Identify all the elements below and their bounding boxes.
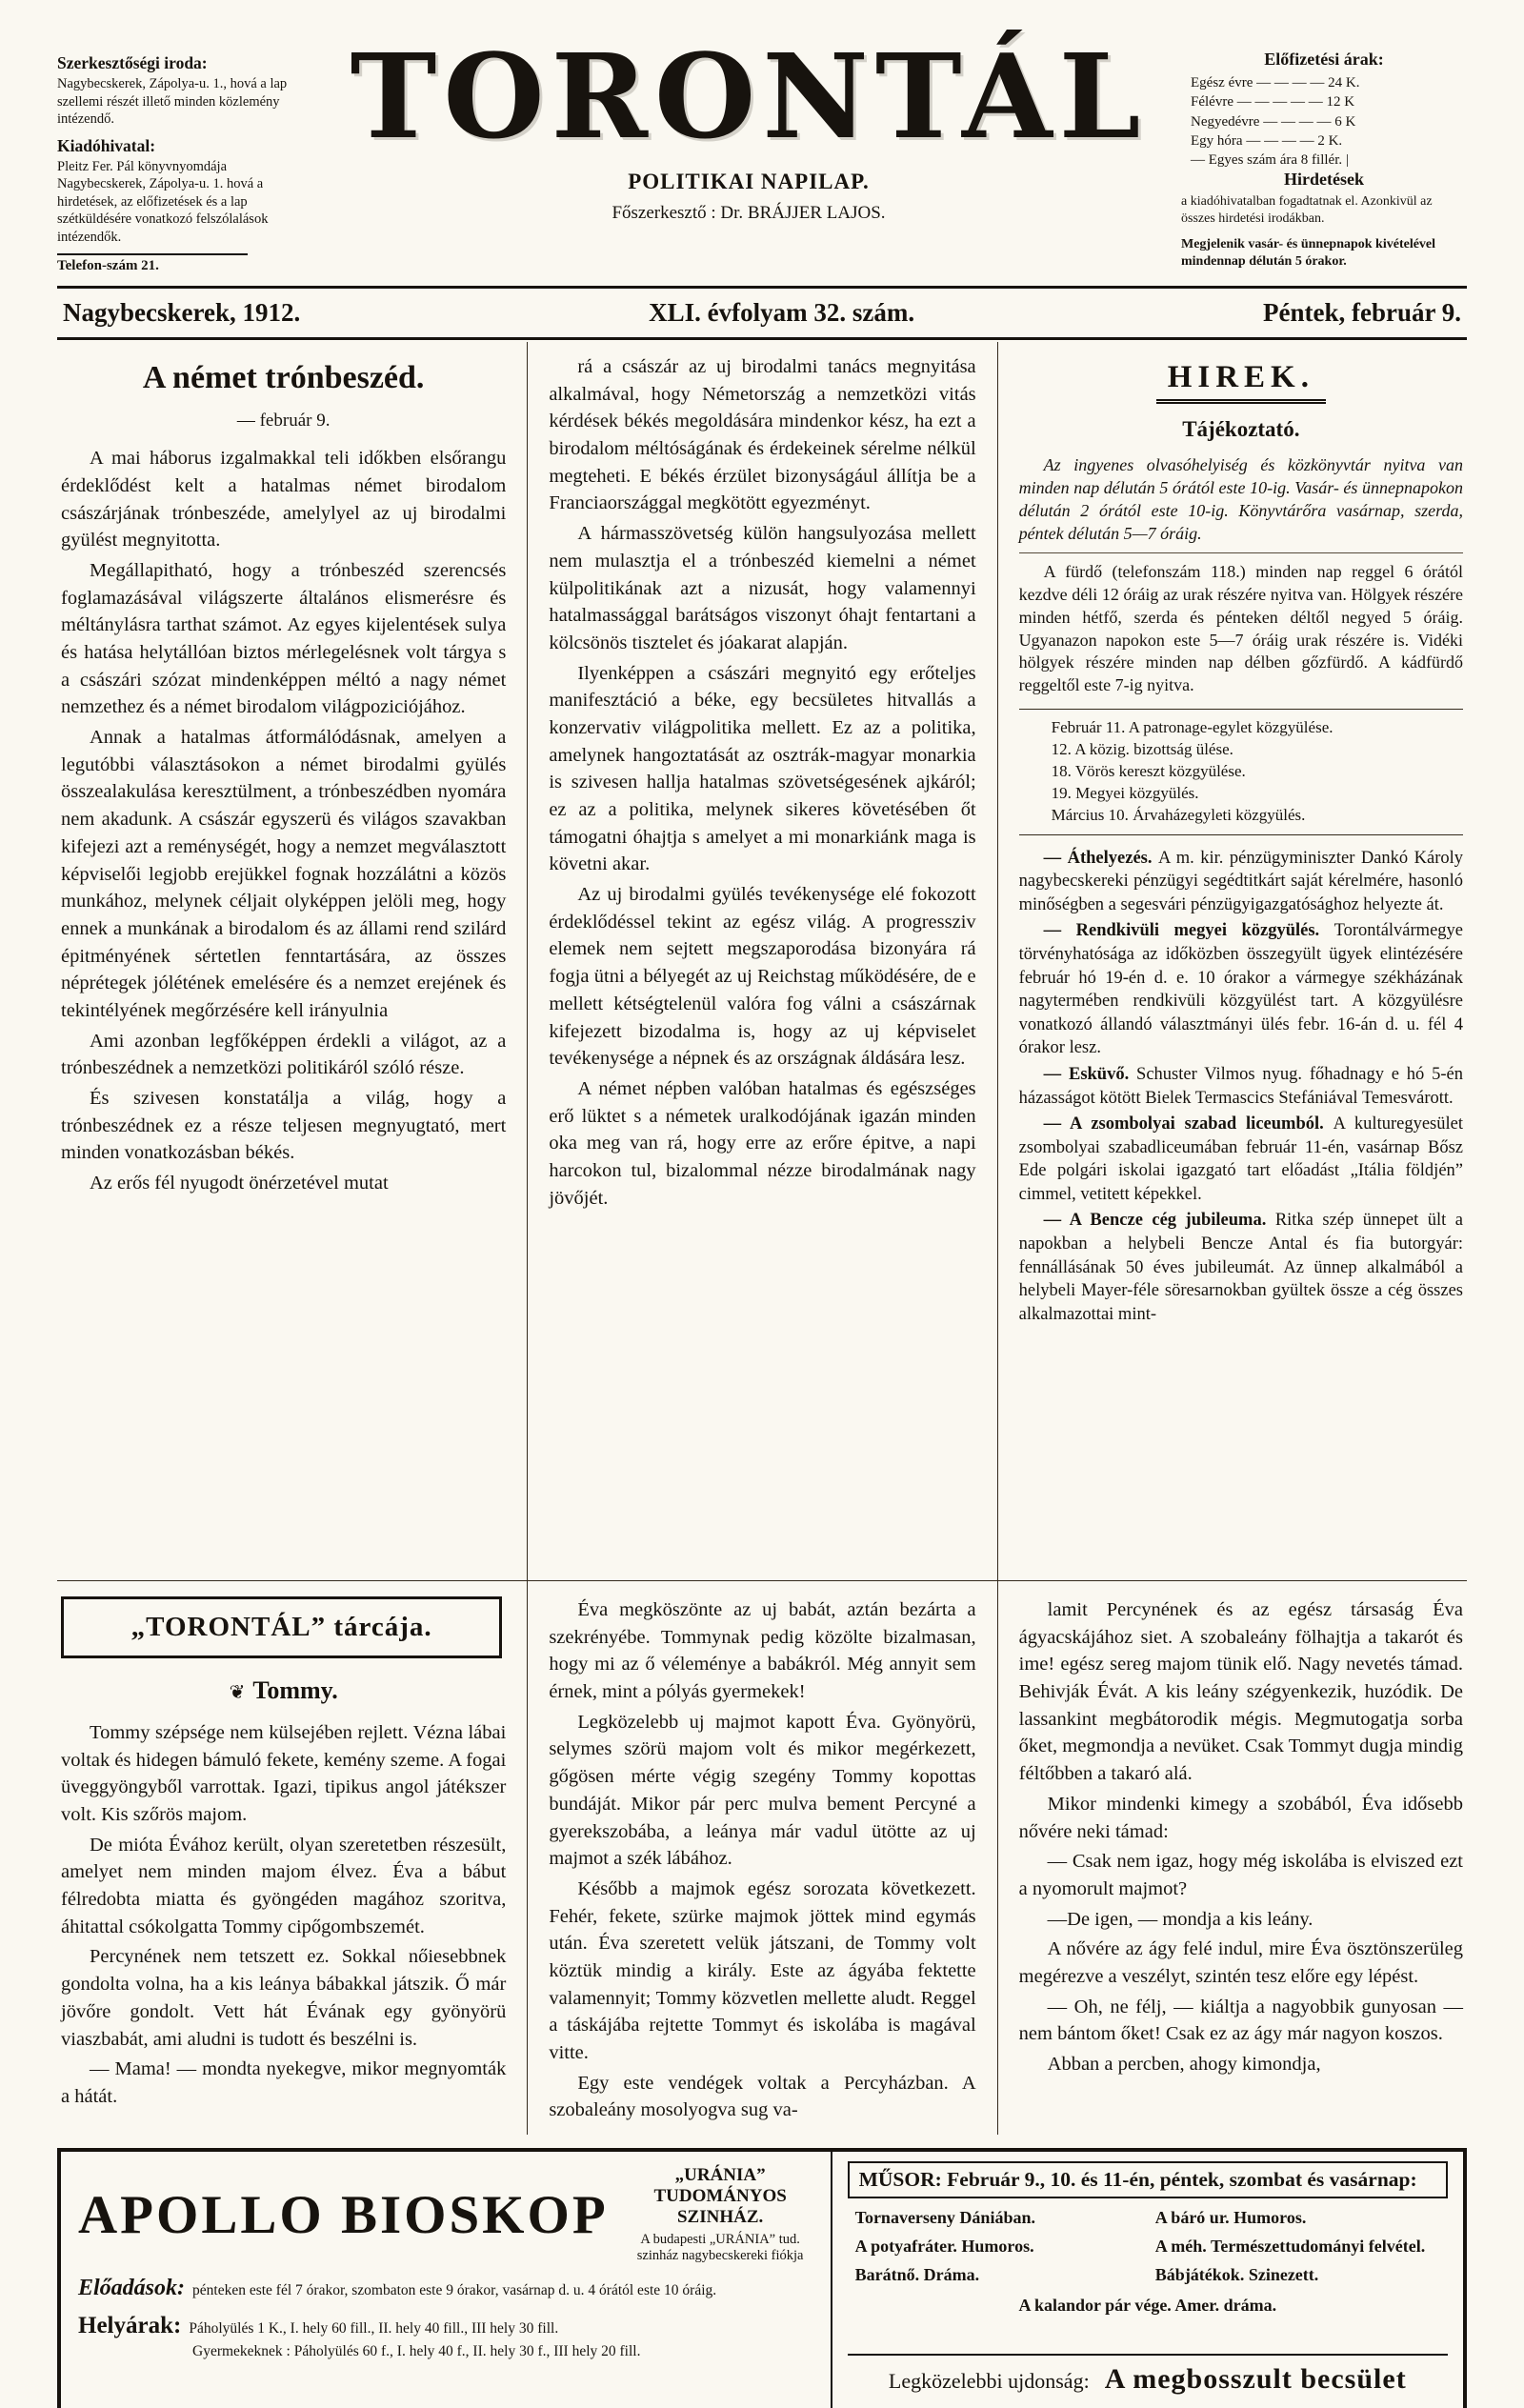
dateline-day: Péntek, február 9. — [1263, 298, 1461, 327]
publisher-heading: Kiadóhivatal: — [57, 135, 156, 155]
story-paragraph: Később a majmok egész sorozata következett. Fehér, fekete, szürke majmok jöttek mind egymás után. Éva szeretett velük játszani, de Tommy volt köztük mindig a király. Este az ágyába fektette valamennyit; Tommy közvetlen mellette aludt. Reggel a táskájába rejtette Tommyt és iskolába is magával vitte. — [549, 1877, 976, 2063]
story-paragraph: Éva megköszönte az uj babát, aztán bezárta a szekrényébe. Tommynak pedig közölte bizalmasan, hogy mi az ő véleménye a babákról. Még annyit sem érnek, mint a pólyás gyermekek! — [549, 1599, 976, 1703]
story-paragraph: Abban a percben, ahogy kimondja, — [1047, 2054, 1321, 2075]
program-item: A méh. Természettudományi felvétel. — [1154, 2237, 1426, 2257]
hirek-calendar — [1019, 709, 1463, 835]
editorial-office-text: Nagybecskerek, Zápolya-u. 1., hová a lap szellemi részét illető minden közlemény intézendő. — [57, 76, 288, 128]
calendar-entry: Március 10. Árvaházegyleti közgyülés. — [1051, 805, 1306, 824]
news-item-lead: — Rendkivüli megyei közgyülés. — [1043, 921, 1334, 941]
dateline-row — [57, 286, 1467, 340]
lead-article-col1-body — [61, 445, 506, 1197]
masthead-right-block — [1181, 40, 1467, 278]
masthead — [57, 28, 1467, 278]
article-paragraph: Az erős fél nyugodt önérzetével mutat — [90, 1173, 389, 1194]
cinema-branch-line: A budapesti „URÁNIA” tud. szinház nagybecskereki fiókja — [636, 2232, 804, 2264]
dateline-issue: XLI. évfolyam 32. szám. — [649, 298, 915, 327]
story-paragraph: A nővére az ágy felé indul, mire Éva ösztönszerüleg megérezve a veszélyt, szintén tesz előre egy lépést. — [1018, 1938, 1463, 1987]
news-item-lead: — Esküvő. — [1043, 1064, 1137, 1084]
upcoming-row — [848, 2354, 1448, 2398]
hirek-guide-title: Tájékoztató. — [1182, 417, 1300, 442]
article-paragraph: A német népben valóban hatalmas és egészséges erő lüktet s a németek uralkodójának igazán minden oka meg van rá, hogy erre az erőre épitve, a napi harcokon tul, bizalommal nézze birodalmának nagy jövőjét. — [549, 1077, 976, 1209]
article-paragraph: És szivesen konstatálja a világ, hogy a trónbeszédnek ez a része teljesen megnyugtató, mert minden vonatkozásban békés. — [61, 1088, 507, 1164]
news-item-lead: — A zsombolyai szabad liceumból. — [1043, 1114, 1334, 1134]
feuilleton-column-2 — [527, 1580, 996, 2135]
advertisements-heading: Hirdetések — [1284, 170, 1364, 190]
subscription-price-line: Félévre — — — — — 12 K — [1191, 94, 1355, 110]
story-paragraph: Egy este vendégek voltak a Percyházban. A szobaleány mosolyogva sug va- — [549, 2072, 976, 2121]
cinema-subtitle: „URÁNIA” TUDOMÁNYOS SZINHÁZ. — [653, 2165, 787, 2228]
feuilleton-column-3 — [997, 1580, 1467, 2135]
feuilleton-column-1 — [57, 1580, 527, 2135]
lead-article-column-1 — [57, 342, 527, 1580]
story-paragraph: lamit Percynének és az egész társaság Éva ágyacskájához siet. A szobaleány fölhajtja a takarót és ime! egész sereg majom tünik elő. Nagy nevetés támad. Behivják Évát. A kis leány szégyenkezik, huzódik. De lassankint megbátorodik mégis. Megmutogatja sorba őket, megmondja a nevüket. Csak Tommyt dugja mindig féltőbben a takaró alá. — [1018, 1599, 1463, 1785]
apollo-section — [61, 2152, 832, 2408]
cinema-advert — [57, 2148, 1467, 2408]
feuilleton-header: „TORONTÁL” tárcája. — [61, 1596, 502, 1658]
lead-article-title: A német trónbeszéd. — [142, 360, 425, 395]
apollo-top-row — [78, 2165, 813, 2264]
calendar-entry: 18. Vörös kereszt közgyülése. — [1051, 761, 1246, 780]
article-paragraph: Megállapitható, hogy a trónbeszéd szerencsés foglamazásával világszerte általános elismerésre és méltánylásra tarthat számot. Az egyes kijelentések sulya és hatása helytállóan biztos mérlegelésnek volt tárgya s a császári szózat mindenképpen méltó a nagy német nemzethez és a német birodalom világpoziciójához. — [61, 559, 507, 718]
news-item: — Esküvő. Schuster Vilmos nyug. főhadnagy e hó 5-én házasságot kötött Bielek Termascics Stefániával Temesvárott. — [1018, 1064, 1463, 1108]
masthead-center-block — [316, 28, 1181, 224]
showtimes-label: Előadások: — [78, 2276, 186, 2301]
hirek-guide-paragraph: Az ingyenes olvasóhelyiség és közkönyvtár nyitva van minden nap délután 5 órától este 10-ig. Vasár- és ünnepnapokon délután 2 órától este 10-ig. Könyvtárőra vasárnap, szerda, péntek délután 5—7 óráig. — [1018, 455, 1463, 543]
subscription-price-line: — Egyes szám ára 8 fillér. | — [1191, 152, 1349, 168]
lead-article-dateline: — február 9. — [236, 410, 331, 431]
story-paragraph: — Oh, ne félj, — kiáltja a nagyobbik gunyosan — nem bántom őket! Csak ez az ágy már nagyon koszos. — [1018, 1996, 1463, 2045]
calendar-entry: 19. Megyei közgyülés. — [1051, 783, 1199, 802]
news-item: — Áthelyezés. A m. kir. pénzügyminiszter Dankó Károly nagybecskereki pénzügyi segédtitkárt saját kérelmére, hasonló minőségben a segesvári pénzügyigazgatósághoz helyezte át. — [1018, 848, 1464, 914]
program-list-left — [848, 2208, 1148, 2294]
program-item: A potyafráter. Humoros. — [854, 2237, 1034, 2257]
story-col2-body — [549, 1596, 975, 2124]
article-paragraph: Az uj birodalmi gyülés tevékenysége elé fokozott érdeklődéssel tekint az egész világ. A progressziv elemek nem sejtett megszaporodása bizonyára rá fogja ütni a bélyegét az uj Reichstag működésére, de e mellett kétségtelenül valóra fog válni a császárnak kifejezett bizodalma is, hogy az uj képviselet tevékenysége a népnek és az országnak áldására lesz. — [549, 884, 976, 1070]
story-col1-body — [61, 1719, 506, 2111]
newspaper-logo: TORONTÁL — [350, 28, 1148, 165]
subscription-price-line: Negyedévre — — — — 6 K — [1191, 113, 1356, 130]
program-item: Bábjátékok. Szinezett. — [1154, 2265, 1319, 2285]
editorial-office-heading: Szerkesztőségi iroda: — [57, 53, 208, 72]
upcoming-label: Legközelebbi ujdonság: — [888, 2369, 1090, 2394]
article-paragraph: A hármasszövetség külön hangsulyozása mellett nem mulasztja el a trónbeszéd kiemelni a német külpolitikának azt a nizusát, hogy valamennyi hatalmassággal barátságos viszonyt óhajt fentartani a kölcsönös tisztelet és jóakarat alapján. — [549, 523, 976, 653]
article-paragraph: rá a császár az uj birodalmi tanács megnyitása alkalmával, hogy Németország a nemzetközi vitás kérdések békés megoldására mindenkor kész, ha ezt a birodalom méltóságának és érdekeinek sérelme nélkül megteheti. E békés érzület bizonyságául állítja be a Franciaországgal megkötött egyezményt. — [549, 356, 976, 514]
news-item: — Rendkivüli megyei közgyülés. Torontálvármegye törvényhatósága az időközben összegyült ügyek elintézésére február hó 19-én d. e. 10 órakor a vármegye székházának nagytermében rendkivüli közgyülést tart. A közgyülésre vonatkozó állandó választmányi ülés febr. 16-án d. u. fél 4 órakor lesz. — [1018, 921, 1463, 1058]
program-item: A báró ur. Humoros. — [1154, 2208, 1307, 2228]
hirek-title-text: HIREK. — [1156, 360, 1326, 404]
story-paragraph: Percynének nem tetszett ez. Sokkal nőiesebbnek gondolta volna, ha a kis leánya bábakkal játszik. Ő már jövőre gondolt. Vett hát Évának egy gyönyörü viaszbabát, ami aludni is tudott és beszélni is. — [61, 1946, 507, 2050]
program-final-item: A kalandor pár vége. Amer. dráma. — [1018, 2296, 1277, 2316]
children-prices-text: Gyermekeknek : Páholyülés 60 f., I. hely 40 f., II. hely 30 f., III hely 20 fill. — [192, 2343, 641, 2360]
publication-schedule-text: Megjelenik vasár- és ünnepnapok kivételével mindennap délután 5 órakor. — [1181, 236, 1436, 269]
story-paragraph: Tommy szépsége nem külsejében rejlett. Vézna lábai voltak és hidegen bámuló fekete, kemény szeme. A fogai üveggyöngyből varrottak. Igazi, tipikus angol játékszer volt. Kis szőrös majom. — [61, 1721, 507, 1826]
prices-row — [78, 2313, 813, 2339]
upcoming-title: A megbosszult becsület — [1104, 2363, 1407, 2396]
story-paragraph: — Mama! — mondta nyekegve, mikor megnyomták a hátát. — [61, 2058, 507, 2107]
story-paragraph: Legközelebb uj majmot kapott Éva. Gyönyörü, selymes szörü majom volt és mikor megérkezett, gőgösen mérte végig szegény Tommy kopottas bundáját. Mikor pár perc mulva bement Percyné a gyerekszobába, a leánya már vadul ütötte az uj majmot a szék lábához. — [549, 1711, 976, 1870]
program-heading: MŰSOR: Február 9., 10. és 11-én, péntek, szombat és vasárnap: — [848, 2161, 1448, 2198]
story-paragraph: De mióta Évához került, olyan szeretetben részesült, amelyet nem minden majom élvez. Éva a bábut félredobta miatta és gyöngéden magához szoritva, áhitattal csókolgatta Tommy cipőgombszemét. — [61, 1834, 507, 1937]
urania-substack — [628, 2165, 813, 2264]
hirek-column — [997, 342, 1467, 1580]
subscription-prices-heading: Előfizetési árak: — [1264, 50, 1384, 69]
showtimes-text: pénteken este fél 7 órakor, szombaton este 9 órakor, vasárnap d. u. 4 órától este 10 óráig. — [192, 2282, 717, 2299]
calendar-entry: Február 11. A patronage-egylet közgyülése. — [1051, 717, 1334, 736]
article-paragraph: Ilyenképpen a császári megnyitó egy erőteljes manifesztáció a béke, egy becsületes hitvallás a konzervativ világpolitika mellett. Ez az a politika, amelynek hangoztatását az osztrák-magyar monarkia is szivesen hallja hatalmas szövetségesének ajkáról; ez az a politika, melynek sikeres követésében őt támogatni óhajtja s amelyet a mi monarkiánk maga is követni akar. — [549, 662, 976, 875]
subscription-price-line: Egy hóra — — — — 2 K. — [1191, 132, 1343, 149]
hirek-guide-block — [1019, 454, 1463, 697]
hirek-news-items — [1019, 847, 1463, 1327]
showtimes-row — [78, 2276, 813, 2301]
story-col3-body — [1019, 1596, 1463, 2078]
news-item: — A Bencze cég jubileuma. Ritka szép ünnepet ült a napokban a helybeli Bencze Antal és fia butorgyár: fennállásának 50 éves jubileumát. Az ünnep alkalmából a helybeli Mayer-féle söresarnokban gyültek össze a cég összes alkalmazottai mint- — [1018, 1211, 1463, 1324]
story-title-row — [61, 1674, 506, 1708]
prices-label: Helyárak: — [78, 2313, 182, 2339]
hirek-section-title — [1019, 355, 1463, 399]
program-section — [832, 2152, 1463, 2408]
lead-article-column-2 — [527, 342, 996, 1580]
news-item-lead: — Áthelyezés. — [1043, 848, 1158, 868]
story-paragraph: Mikor mindenki kimegy a szobából, Éva idősebb nővére neki támad: — [1018, 1793, 1463, 1842]
prices-text: Páholyülés 1 K., I. hely 60 fill., II. hely 40 fill., III hely 30 fill. — [189, 2320, 559, 2338]
advertisements-text: a kiadóhivatalban fogadtatnak el. Azonkivül az összes hirdetési irodákban. — [1181, 194, 1433, 227]
masthead-left-block — [57, 40, 316, 274]
main-columns — [57, 342, 1467, 2135]
article-paragraph: Annak a hatalmas átformálódásnak, amelyen a legutóbbi választásokon a német birodalmi gyülés összealakulása keresztülment, a trónbeszédben nyomára nem akadunk. A császár egyszerü és világos szavakban kifejezi azt a reménységét, hogy a nemzet megválasztott képviselői legjobb erejükkel fognak hozzálátni a közös munkához, melynek céljait olyképpen jelöli meg, hogy ennek a munkának a birodalom és az állami rend szilárd épitményének sértetlen fenntartására, az összes néprétegek jólétének emelésére és a nemzet erejének és tekintélyének megőrzésére kell irányulnia — [61, 727, 507, 1021]
program-item: Tornaverseny Dániában. — [854, 2208, 1035, 2228]
news-item: — A zsombolyai szabad liceumból. A kulturegyesület zsombolyai szabadliceumában február 11-én, vasárnap Bősz Ede polgári iskolai igazgató tart előadást „Itália földjén” cimmel, vetitett képekkel. — [1018, 1114, 1463, 1204]
program-item: Barátnő. Dráma. — [854, 2265, 980, 2285]
article-paragraph: A mai háborus izgalmakkal teli időkben elsőrangu érdeklődést kelt a hatalmas német birodalom császárjának trónbeszéde, amelylyel az uj birodalmi gyülést megnyitotta. — [61, 448, 507, 552]
news-item-lead: — A Bencze cég jubileuma. — [1043, 1211, 1275, 1231]
article-paragraph: Ami azonban legfőképpen érdekli a világot, az a trónbeszédnek a nemzetközi politikáról szóló része. — [61, 1030, 507, 1079]
phone-line: Telefon-szám 21. — [57, 253, 248, 274]
program-list-right — [1148, 2208, 1448, 2294]
publisher-text: Pleitz Fer. Pál könyvnyomdája Nagybecskerek, Zápolya-u. 1. hová a hirdetések, az előfizetések és a lap szétküldésére vonatkozó felszólalások intézendők. — [57, 158, 269, 245]
calendar-entry: 12. A közig. bizottság ülése. — [1051, 739, 1233, 758]
lead-article-col2-body — [549, 353, 975, 1212]
subscription-price-line: Egész évre — — — — 24 K. — [1191, 75, 1360, 90]
story-paragraph: — Csak nem igaz, hogy még iskolába is elviszed ezt a nyomorult majmot? — [1018, 1851, 1463, 1899]
story-paragraph: —De igen, — mondja a kis leány. — [1047, 1908, 1313, 1930]
dateline-place: Nagybecskerek, 1912. — [63, 298, 301, 327]
story-title-text: Tommy. — [252, 1676, 338, 1704]
editor-line: Főszerkesztő : Dr. BRÁJJER LAJOS. — [612, 202, 886, 223]
fleuron-ornament-icon: ❦ — [229, 1681, 246, 1703]
newspaper-subtitle: POLITIKAI NAPILAP. — [628, 169, 870, 193]
hirek-guide-paragraph: A fürdő (telefonszám 118.) minden nap reggel 6 órától kezdve déli 12 óráig az urak részére nyitva van. Hölgyek részére minden hétfő, szerda és pénteken déltől negyed 5 óráig. Ugyanazon napokon este 5—7 óráig urak részére is. Vidéki hölgyek részére minden nap délben gőzfürdő. A kádfürdő reggeltől este 7-ig nyitva. — [1019, 552, 1463, 697]
program-columns — [848, 2208, 1448, 2294]
cinema-name: APOLLO BIOSKOP — [78, 2184, 609, 2245]
subscription-price-list — [1181, 73, 1467, 170]
